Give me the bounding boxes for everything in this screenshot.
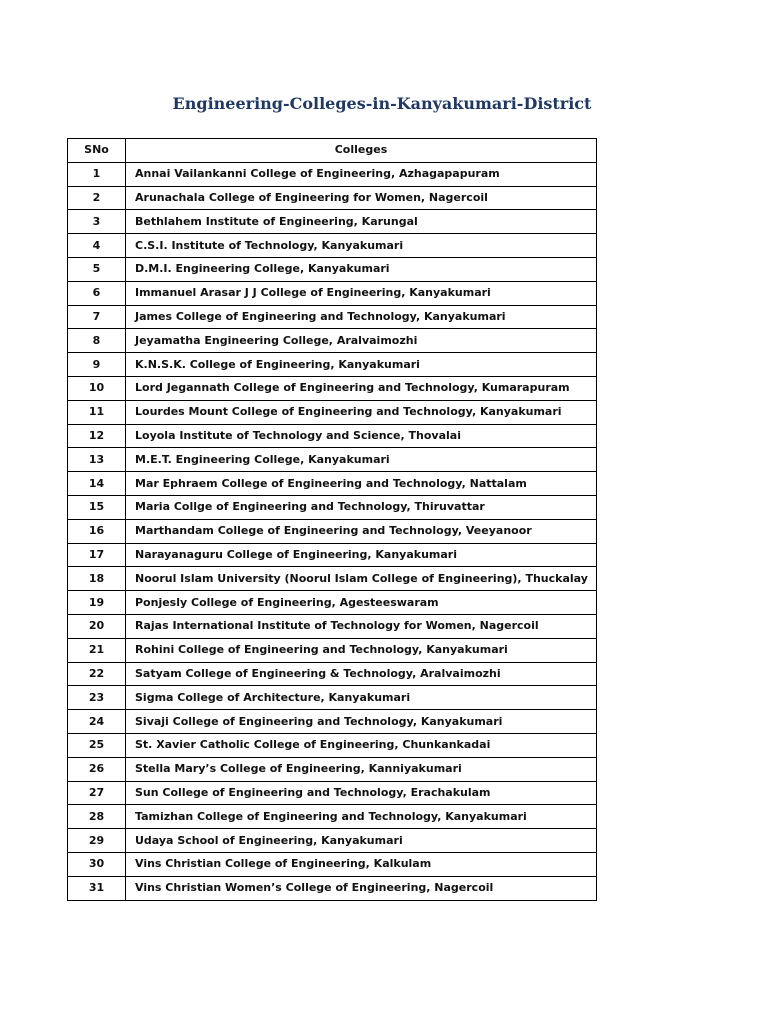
cell-sno: 31 bbox=[68, 876, 126, 900]
header-sno: SNo bbox=[68, 139, 126, 163]
cell-sno: 6 bbox=[68, 281, 126, 305]
table-row bbox=[68, 829, 597, 853]
table-row bbox=[68, 353, 597, 377]
cell-college-name: Vins Christian College of Engineering, Kalkulam bbox=[126, 852, 597, 876]
cell-college-name: Narayanaguru College of Engineering, Kanyakumari bbox=[126, 543, 597, 567]
cell-college-name: St. Xavier Catholic College of Engineering, Chunkankadai bbox=[126, 733, 597, 757]
table-row bbox=[68, 329, 597, 353]
cell-college-name: K.N.S.K. College of Engineering, Kanyakumari bbox=[126, 353, 597, 377]
cell-sno: 30 bbox=[68, 852, 126, 876]
cell-sno: 8 bbox=[68, 329, 126, 353]
table-row bbox=[68, 662, 597, 686]
table-row bbox=[68, 638, 597, 662]
table-row bbox=[68, 781, 597, 805]
table-row bbox=[68, 876, 597, 900]
cell-college-name: Tamizhan College of Engineering and Technology, Kanyakumari bbox=[126, 805, 597, 829]
table-row bbox=[68, 519, 597, 543]
cell-sno: 19 bbox=[68, 591, 126, 615]
cell-college-name: Immanuel Arasar J J College of Engineering, Kanyakumari bbox=[126, 281, 597, 305]
cell-college-name: Noorul Islam University (Noorul Islam College of Engineering), Thuckalay bbox=[126, 567, 597, 591]
cell-sno: 16 bbox=[68, 519, 126, 543]
cell-sno: 21 bbox=[68, 638, 126, 662]
table-row bbox=[68, 424, 597, 448]
cell-college-name: Sun College of Engineering and Technology, Erachakulam bbox=[126, 781, 597, 805]
table-row bbox=[68, 686, 597, 710]
cell-college-name: Satyam College of Engineering & Technology, Aralvaimozhi bbox=[126, 662, 597, 686]
cell-sno: 1 bbox=[68, 162, 126, 186]
cell-sno: 13 bbox=[68, 448, 126, 472]
cell-sno: 5 bbox=[68, 257, 126, 281]
document-title bbox=[0, 94, 768, 113]
table-row bbox=[68, 234, 597, 258]
cell-sno: 4 bbox=[68, 234, 126, 258]
cell-sno: 14 bbox=[68, 472, 126, 496]
table-row bbox=[68, 757, 597, 781]
cell-sno: 11 bbox=[68, 400, 126, 424]
cell-college-name: Mar Ephraem College of Engineering and Technology, Nattalam bbox=[126, 472, 597, 496]
colleges-table bbox=[67, 138, 597, 901]
table-row bbox=[68, 591, 597, 615]
cell-college-name: M.E.T. Engineering College, Kanyakumari bbox=[126, 448, 597, 472]
cell-sno: 27 bbox=[68, 781, 126, 805]
cell-college-name: Maria Collge of Engineering and Technology, Thiruvattar bbox=[126, 495, 597, 519]
table-row bbox=[68, 805, 597, 829]
table-header bbox=[68, 139, 597, 163]
cell-college-name: Sivaji College of Engineering and Technology, Kanyakumari bbox=[126, 710, 597, 734]
header-colleges: Colleges bbox=[126, 139, 597, 163]
cell-sno: 12 bbox=[68, 424, 126, 448]
cell-sno: 26 bbox=[68, 757, 126, 781]
document-title-text: Engineering-Colleges-in-Kanyakumari-District bbox=[172, 94, 592, 113]
cell-sno: 20 bbox=[68, 614, 126, 638]
table-row bbox=[68, 186, 597, 210]
table-row bbox=[68, 472, 597, 496]
cell-college-name: Marthandam College of Engineering and Technology, Veeyanoor bbox=[126, 519, 597, 543]
cell-sno: 17 bbox=[68, 543, 126, 567]
cell-sno: 24 bbox=[68, 710, 126, 734]
cell-sno: 28 bbox=[68, 805, 126, 829]
cell-college-name: Ponjesly College of Engineering, Agesteeswaram bbox=[126, 591, 597, 615]
table-row bbox=[68, 257, 597, 281]
table-row bbox=[68, 281, 597, 305]
cell-sno: 9 bbox=[68, 353, 126, 377]
table-row bbox=[68, 400, 597, 424]
cell-sno: 18 bbox=[68, 567, 126, 591]
table-body bbox=[68, 162, 597, 900]
table-row bbox=[68, 543, 597, 567]
cell-college-name: Loyola Institute of Technology and Science, Thovalai bbox=[126, 424, 597, 448]
cell-college-name: Lourdes Mount College of Engineering and Technology, Kanyakumari bbox=[126, 400, 597, 424]
table-row bbox=[68, 448, 597, 472]
table-row bbox=[68, 733, 597, 757]
cell-college-name: Sigma College of Architecture, Kanyakumari bbox=[126, 686, 597, 710]
cell-sno: 22 bbox=[68, 662, 126, 686]
cell-college-name: Jeyamatha Engineering College, Aralvaimozhi bbox=[126, 329, 597, 353]
cell-college-name: Lord Jegannath College of Engineering and Technology, Kumarapuram bbox=[126, 376, 597, 400]
cell-college-name: Stella Mary’s College of Engineering, Kanniyakumari bbox=[126, 757, 597, 781]
cell-college-name: Arunachala College of Engineering for Women, Nagercoil bbox=[126, 186, 597, 210]
table-row bbox=[68, 495, 597, 519]
cell-sno: 10 bbox=[68, 376, 126, 400]
table-row bbox=[68, 614, 597, 638]
table-header-row bbox=[68, 139, 597, 163]
cell-college-name: Annai Vailankanni College of Engineering, Azhagapapuram bbox=[126, 162, 597, 186]
cell-sno: 2 bbox=[68, 186, 126, 210]
cell-college-name: Vins Christian Women’s College of Engineering, Nagercoil bbox=[126, 876, 597, 900]
cell-sno: 3 bbox=[68, 210, 126, 234]
table-row bbox=[68, 210, 597, 234]
table-row bbox=[68, 852, 597, 876]
cell-sno: 25 bbox=[68, 733, 126, 757]
cell-sno: 7 bbox=[68, 305, 126, 329]
cell-college-name: C.S.I. Institute of Technology, Kanyakumari bbox=[126, 234, 597, 258]
cell-college-name: D.M.I. Engineering College, Kanyakumari bbox=[126, 257, 597, 281]
cell-sno: 23 bbox=[68, 686, 126, 710]
cell-sno: 29 bbox=[68, 829, 126, 853]
table-row bbox=[68, 376, 597, 400]
cell-college-name: James College of Engineering and Technology, Kanyakumari bbox=[126, 305, 597, 329]
table-row bbox=[68, 305, 597, 329]
cell-sno: 15 bbox=[68, 495, 126, 519]
table-row bbox=[68, 567, 597, 591]
cell-college-name: Udaya School of Engineering, Kanyakumari bbox=[126, 829, 597, 853]
cell-college-name: Rohini College of Engineering and Technology, Kanyakumari bbox=[126, 638, 597, 662]
cell-college-name: Bethlahem Institute of Engineering, Karungal bbox=[126, 210, 597, 234]
table-row bbox=[68, 162, 597, 186]
table-row bbox=[68, 710, 597, 734]
cell-college-name: Rajas International Institute of Technology for Women, Nagercoil bbox=[126, 614, 597, 638]
